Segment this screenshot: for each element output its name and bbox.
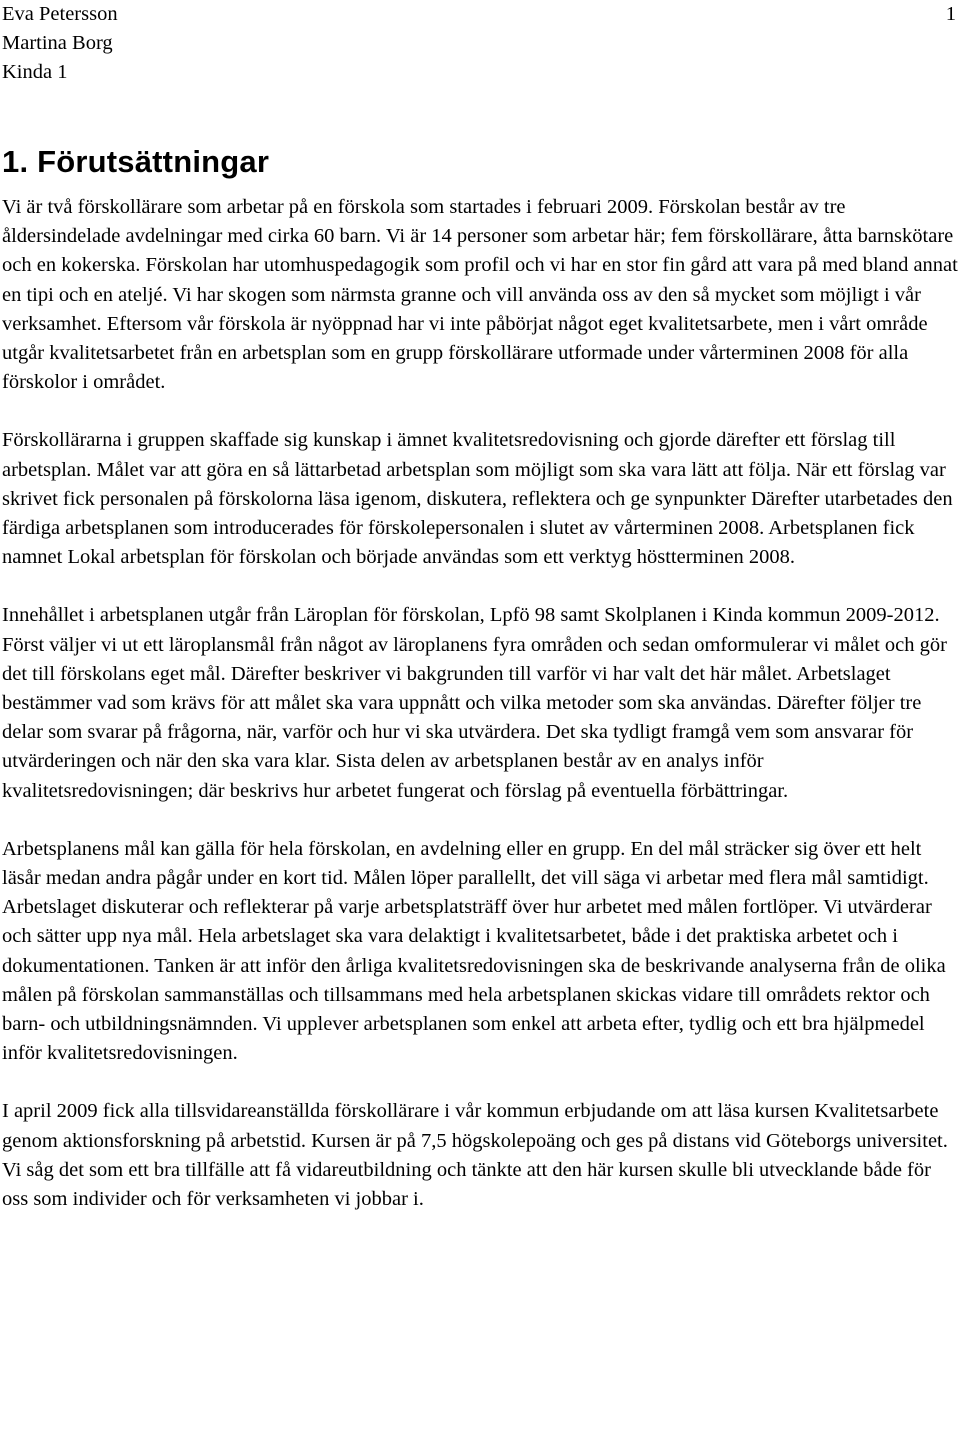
author-name-2: Martina Borg [2, 32, 113, 55]
page-header [2, 0, 958, 88]
paragraph-plan-goals: Arbetsplanens mål kan gälla för hela förskolan, en avdelning eller en grupp. En del mål sträcker sig över ett helt läsår medan andra pågår under en kort tid. Målen löper parallellt, det vill säga vi arbetar med flera mål samtidigt. Arbetslaget diskuterar och reflekterar på varje arbetsplatsträff över hur arbetet med målen fortlöper. Vi utvärderar och sätter upp nya mål. Hela arbetslaget ska vara delaktigt i kvalitetsarbetet, både i det praktiska arbetet och i dokumentationen. Tanken är att inför den årliga kvalitetsredovisningen ska de beskrivande analyserna från de olika målen på förskolan sammanställas och tillsammans med hela arbetsplanen skickas vidare till områdets rektor och barn- och utbildningsnämnden. Vi upplever arbetsplanen som enkel att arbeta efter, tydlig och ett bra hjälpmedel inför kvalitetsredovisningen. [2, 837, 946, 1065]
paragraph-prerequisites: Vi är två förskollärare som arbetar på en förskola som startades i februari 2009. Förskolan består av tre åldersindelade avdelningar med cirka 60 barn. Vi är 14 personer som arbetar här; fem förskollärare, åtta barnskötare och en kokerska. Förskolan har utomhuspedagogik som profil och vi har en stor fin gård att vara på med bland annat en tipi och en ateljé. Vi har skogen som närmsta granne och vill använda oss av den så mycket som möjligt i vår verksamhet. Eftersom vår förskola är nyöppnad har vi inte påbörjat något eget kvalitetsarbete, men i vårt område utgår kvalitetsarbetet från en arbetsplan som en grupp förskollärare utformade under vårterminen 2008 för alla förskolor i området. [2, 196, 958, 394]
municipality-label: Kinda 1 [2, 61, 68, 84]
section-heading: 1. Förutsättningar [2, 144, 270, 179]
author-name-1: Eva Petersson [2, 3, 118, 25]
paragraph-plan-content: Innehållet i arbetsplanen utgår från Läroplan för förskolan, Lpfö 98 samt Skolplanen i Kinda kommun 2009-2012. Först väljer vi ut ett läroplansmål från något av läroplanens fyra områden och sedan omformulerar vi målet och gör det till förskolans eget mål. Därefter beskriver vi bakgrunden till varför vi har valt det här målet. Arbetslaget bestämmer vad som krävs för att målet ska vara uppnått och vilka metoder som ska användas. Därefter följer tre delar som svarar på frågorna, när, varför och hur vi ska utvärdera. Det ska tydligt framgå vem som ansvarar för utvärderingen och när den ska vara klar. Sista delen av arbetsplanen består av en analys inför kvalitetsredovisningen; där beskrivs hur arbetet fungerat och förslag på eventuella förbättringar. [2, 604, 947, 802]
paragraph-working-group: Förskollärarna i gruppen skaffade sig kunskap i ämnet kvalitetsredovisning och gjorde därefter ett förslag till arbetsplan. Målet var att göra en så lättarbetad arbetsplan som möjligt som ska vara lätt att följa. När ett förslag var skrivet fick personalen på förskolorna läsa igenom, diskutera, reflektera och ge synpunkter Därefter utarbetades den färdiga arbetsplanen som introducerades för förskolepersonalen i slutet av vårterminen 2008. Arbetsplanen fick namnet Lokal arbetsplan för förskolan och började användas som ett verktyg höstterminen 2008. [2, 429, 953, 569]
paragraph-course: I april 2009 fick alla tillsvidareanställda förskollärare i vår kommun erbjudande om att läsa kursen Kvalitetsarbete genom aktionsforskning på arbetstid. Kursen är på 7,5 högskolepoäng och ges på distans vid Göteborgs universitet. Vi såg det som ett bra tillfälle att få vidareutbildning och tänkte att den här kursen skulle bli utvecklande både för oss som individer och för verksamheten vi jobbar i. [2, 1100, 948, 1211]
page-number: 1 [945, 3, 956, 25]
